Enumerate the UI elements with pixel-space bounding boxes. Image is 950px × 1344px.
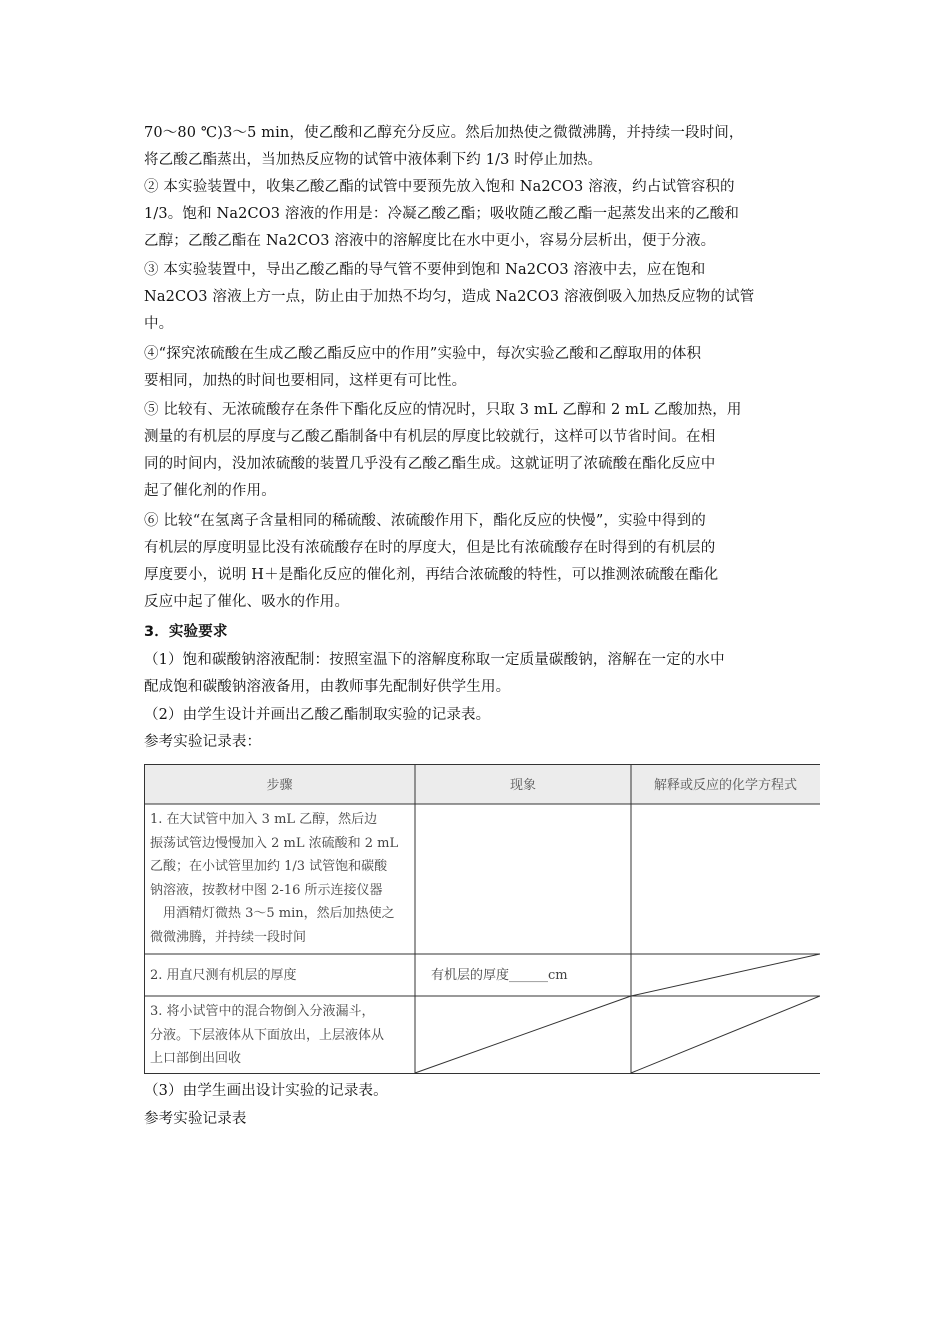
text-line: 起了催化剂的作用。 bbox=[144, 483, 276, 499]
diagonal-slash bbox=[631, 954, 820, 996]
text-line: ③ 本实验装置中，导出乙酸乙酯的导气管不要伸到饱和 Na2CO3 溶液中去，应在饱和 bbox=[144, 262, 706, 278]
paragraph-note-3 bbox=[144, 257, 810, 338]
row2-step-cell: 2. 用直尺测有机层的厚度 bbox=[150, 968, 297, 983]
text-line: 要相同，加热的时间也要相同，这样更有可比性。 bbox=[144, 373, 467, 389]
text-line: 测量的有机层的厚度与乙酸乙酯制备中有机层的厚度比较就行，这样可以节省时间。在相 bbox=[144, 429, 716, 445]
text-line: ⑥ 比较“在氢离子含量相同的稀硫酸、浓硫酸作用下，酯化反应的快慢”，实验中得到的 bbox=[144, 513, 706, 529]
text-line: 配成饱和碳酸钠溶液备用，由教师事先配制好供学生用。 bbox=[144, 679, 511, 695]
row1-step-cell bbox=[150, 808, 412, 949]
cell-line: 用酒精灯微热 3～5 min，然后加热使之 bbox=[150, 906, 395, 921]
paragraph-note-5 bbox=[144, 397, 810, 505]
diagonal-slash bbox=[631, 996, 820, 1073]
row2-phenomenon-cell: 有机层的厚度______cm bbox=[431, 968, 568, 983]
cell-line: 乙酸；在小试管里加约 1/3 试管饱和碳酸 bbox=[150, 859, 388, 874]
text-line: 70～80 ℃)3～5 min，使乙酸和乙醇充分反应。然后加热使之微微沸腾，并持续一段时间， bbox=[144, 125, 744, 141]
requirement-3: （3）由学生画出设计实验的记录表。 bbox=[144, 1083, 388, 1099]
cell-line: 上口部倒出回收 bbox=[150, 1051, 242, 1066]
cell-line: 振荡试管边慢慢加入 2 mL 浓硫酸和 2 mL bbox=[150, 835, 399, 851]
text-line: 有机层的厚度明显比没有浓硫酸存在时的厚度大，但是比有浓硫酸存在时得到的有机层的 bbox=[144, 540, 716, 556]
text-line: Na2CO3 溶液上方一点，防止由于加热不均匀，造成 Na2CO3 溶液倒吸入加热反应物的试管 bbox=[144, 289, 755, 305]
section-title: 3．实验要求 bbox=[144, 624, 228, 640]
text-line: 厚度要小，说明 H＋是酯化反应的催化剂，再结合浓硫酸的特性，可以推测浓硫酸在酯化 bbox=[144, 567, 719, 583]
header-phenomenon: 现象 bbox=[509, 778, 536, 793]
text-line: 同的时间内，没加浓硫酸的装置几乎没有乙酸乙酯生成。这就证明了浓硫酸在酯化反应中 bbox=[144, 456, 716, 472]
text-line: （1）饱和碳酸钠溶液配制：按照室温下的溶解度称取一定质量碳酸钠，溶解在一定的水中 bbox=[144, 652, 725, 668]
text-line: ⑤ 比较有、无浓硫酸存在条件下酯化反应的情况时，只取 3 mL 乙醇和 2 mL 乙酸加热，用 bbox=[144, 402, 742, 418]
paragraph-note-2 bbox=[144, 174, 810, 255]
cell-line: 1. 在大试管中加入 3 mL 乙醇，然后边 bbox=[150, 812, 378, 827]
diagonal-slash bbox=[415, 996, 631, 1073]
reference-table-label-2: 参考实验记录表 bbox=[144, 1111, 247, 1127]
reference-table-label: 参考实验记录表： bbox=[144, 734, 262, 750]
paragraph-heating bbox=[144, 120, 810, 174]
row3-step-cell bbox=[150, 1000, 412, 1071]
paragraph-note-4 bbox=[144, 341, 810, 395]
cell-line: 钠溶液，按教材中图 2-16 所示连接仪器 bbox=[150, 882, 383, 898]
text-line: 中。 bbox=[144, 316, 174, 332]
requirement-2: （2）由学生设计并画出乙酸乙酯制取实验的记录表。 bbox=[144, 707, 491, 723]
header-explanation: 解释或反应的化学方程式 bbox=[653, 778, 797, 793]
cell-line: 微微沸腾，并持续一段时间 bbox=[150, 929, 307, 945]
header-step: 步骤 bbox=[266, 778, 293, 793]
text-line: ② 本实验装置中，收集乙酸乙酯的试管中要预先放入饱和 Na2CO3 溶液，约占试管容积的 bbox=[144, 179, 735, 195]
text-line: 反应中起了催化、吸水的作用。 bbox=[144, 594, 350, 610]
text-line: 乙醇；乙酸乙酯在 Na2CO3 溶液中的溶解度比在水中更小，容易分层析出，便于分液。 bbox=[144, 233, 716, 249]
text-line: 将乙酸乙酯蒸出，当加热反应物的试管中液体剩下约 1/3 时停止加热。 bbox=[144, 152, 603, 168]
cell-line: 分液。下层液体从下面放出，上层液体从 bbox=[150, 1027, 385, 1043]
requirement-1 bbox=[144, 647, 824, 701]
paragraph-note-6 bbox=[144, 508, 810, 616]
experiment-record-table bbox=[144, 764, 820, 1074]
text-line: 1/3。饱和 Na2CO3 溶液的作用是：冷凝乙酸乙酯；吸收随乙酸乙酯一起蒸发出来的乙酸和 bbox=[144, 206, 740, 222]
cell-line: 3. 将小试管中的混合物倒入分液漏斗， bbox=[150, 1004, 375, 1019]
text-line: ④“探究浓硫酸在生成乙酸乙酯反应中的作用”实验中，每次实验乙酸和乙醇取用的体积 bbox=[144, 346, 702, 362]
